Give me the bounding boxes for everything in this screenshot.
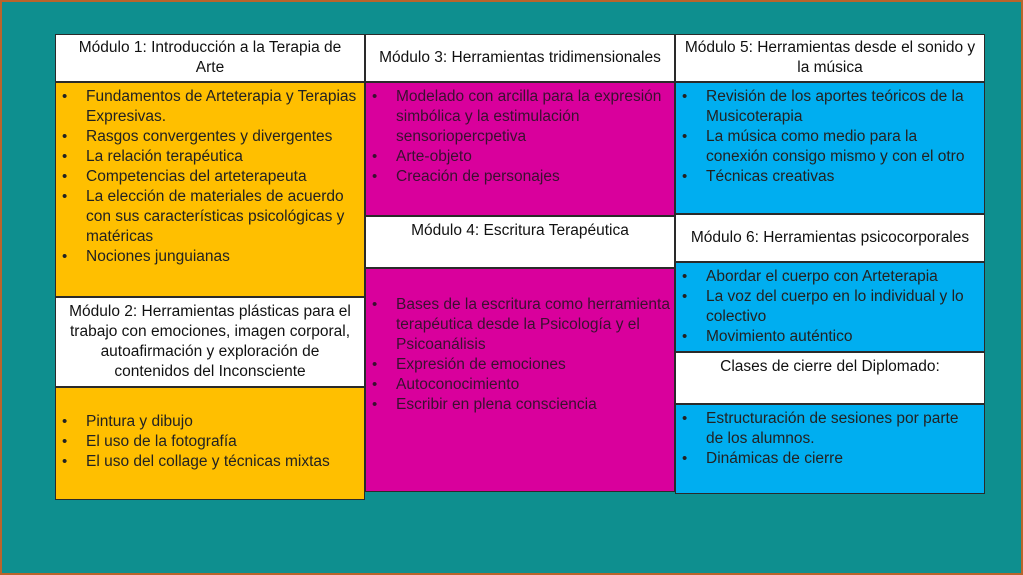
list-item: • Movimiento auténtico bbox=[676, 327, 978, 347]
list-item: • Autoconocimiento bbox=[366, 375, 674, 395]
module-3-list bbox=[366, 83, 674, 187]
list-item: • Dinámicas de cierre bbox=[676, 449, 978, 469]
list-item: • Fundamentos de Arteterapia y Terapias Expresivas. bbox=[56, 87, 358, 127]
list-item: • Abordar el cuerpo con Arteterapia bbox=[676, 267, 978, 287]
module-5-title: Módulo 5: Herramientas desde el sonido y la música bbox=[675, 34, 985, 82]
module-4-list bbox=[366, 295, 674, 415]
module-2-content bbox=[55, 387, 365, 500]
list-item: • Creación de personajes bbox=[366, 167, 668, 187]
module-1-list bbox=[56, 83, 364, 267]
module-6-content bbox=[675, 262, 985, 352]
list-item: • Técnicas creativas bbox=[676, 167, 978, 187]
list-item: • Rasgos convergentes y divergentes bbox=[56, 127, 358, 147]
module-2-title: Módulo 2: Herramientas plásticas para el trabajo con emociones, imagen corporal, autoafirmación y exploración de contenidos del Inconsciente bbox=[55, 297, 365, 387]
list-item: • Revisión de los aportes teóricos de la Musicoterapia bbox=[676, 87, 978, 127]
module-2-list bbox=[56, 412, 364, 472]
list-item: • Competencias del arteterapeuta bbox=[56, 167, 358, 187]
list-item: • La voz del cuerpo en lo individual y lo colectivo bbox=[676, 287, 978, 327]
list-item: • Nociones junguianas bbox=[56, 247, 358, 267]
module-6-title: Módulo 6: Herramientas psicocorporales bbox=[675, 214, 985, 262]
list-item: • La elección de materiales de acuerdo con sus características psicológicas y matéricas bbox=[56, 187, 358, 247]
module-4-title: Módulo 4: Escritura Terapéutica bbox=[365, 216, 675, 268]
closing-content bbox=[675, 404, 985, 494]
list-item: • Bases de la escritura como herramienta terapéutica desde la Psicología y el Psicoanálisis bbox=[366, 295, 674, 355]
closing-list bbox=[676, 405, 984, 469]
list-item: • La música como medio para la conexión consigo mismo y con el otro bbox=[676, 127, 978, 167]
module-1-content bbox=[55, 82, 365, 297]
module-1-title: Módulo 1: Introducción a la Terapia de Arte bbox=[55, 34, 365, 82]
closing-title: Clases de cierre del Diplomado: bbox=[675, 352, 985, 404]
list-item: • El uso del collage y técnicas mixtas bbox=[56, 452, 364, 472]
module-3-content bbox=[365, 82, 675, 216]
list-item: • Escribir en plena consciencia bbox=[366, 395, 674, 415]
module-6-list bbox=[676, 263, 984, 347]
list-item: • Expresión de emociones bbox=[366, 355, 674, 375]
module-4-content bbox=[365, 268, 675, 492]
list-item: • Modelado con arcilla para la expresión simbólica y la estimulación sensoriopercpetiva bbox=[366, 87, 668, 147]
module-5-content bbox=[675, 82, 985, 214]
list-item: • La relación terapéutica bbox=[56, 147, 358, 167]
module-3-title: Módulo 3: Herramientas tridimensionales bbox=[365, 34, 675, 82]
list-item: • Arte-objeto bbox=[366, 147, 668, 167]
module-5-list bbox=[676, 83, 984, 187]
list-item: • Estructuración de sesiones por parte de los alumnos. bbox=[676, 409, 978, 449]
list-item: • Pintura y dibujo bbox=[56, 412, 364, 432]
list-item: • El uso de la fotografía bbox=[56, 432, 364, 452]
